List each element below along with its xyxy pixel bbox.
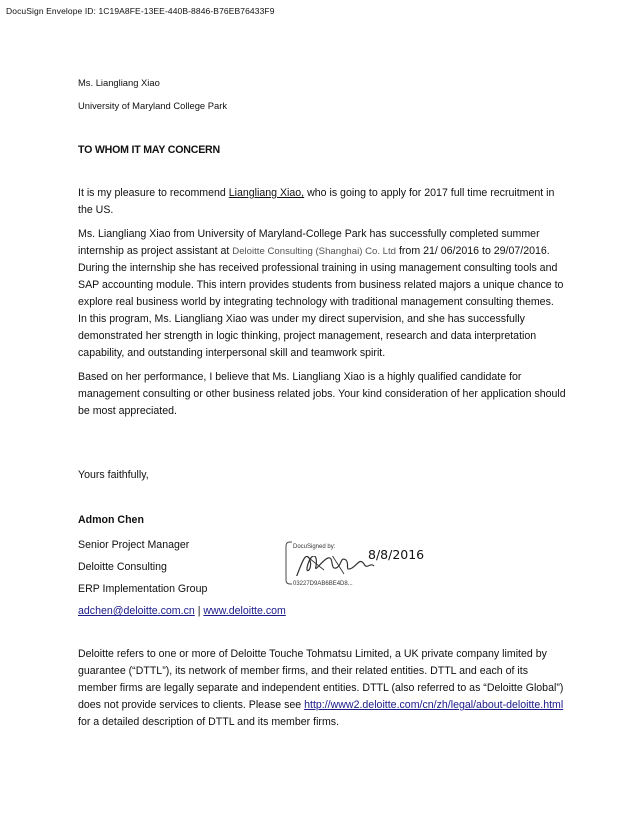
signer-name: Admon Chen [78, 514, 144, 526]
envelope-id: DocuSign Envelope ID: 1C19A8FE-13EE-440B-8846-B76EB76433F9 [6, 6, 275, 16]
website-link[interactable]: www.deloitte.com [203, 605, 286, 617]
paragraph-3: In this program, Ms. Liangliang Xiao was under my direct supervision, and she has successfully demonstrated her strength in logic thinking, project management, research and data interpretation capability, and outstanding interpersonal skill and teamwork spirit. [78, 313, 537, 359]
signer-group: ERP Implementation Group [78, 583, 208, 595]
paragraph-2 [78, 226, 568, 311]
recipient-name: Ms. Liangliang Xiao [78, 77, 160, 88]
disclaimer [78, 646, 568, 731]
docusign-code: 03227D9AB6BE4D8... [292, 576, 354, 593]
paragraph-1 [78, 185, 568, 219]
paragraph-4: Based on her performance, I believe that Ms. Liangliang Xiao is a highly qualified candidate for management consulting or other business related jobs. Your kind consideration of her application should be most appreciated. [78, 371, 566, 417]
email-link[interactable]: adchen@deloitte.com.cn [78, 605, 195, 617]
signer-company: Deloitte Consulting [78, 561, 167, 573]
docusign-label: DocuSigned by: [292, 539, 336, 556]
recipient-institution: University of Maryland College Park [78, 100, 228, 111]
paragraph-2-before: Ms. Liangliang Xiao from University of Maryland-College Park has successfully completed summer internship as project assistant at [78, 228, 540, 257]
signer-contact [78, 603, 568, 620]
candidate-name: Liangliang Xiao, [228, 187, 305, 199]
signature-date: 8/8/2016 [368, 547, 425, 562]
contact-separator: | [194, 605, 204, 617]
disclaimer-text: Deloitte refers to one or more of Deloitte Touche Tohmatsu Limited, a UK private company limited by guarantee (“DTTL”), its network of member firms, and their related entities. DTTL and each of its member firms are legally separate and independent entities. DTTL (also referred to as “Deloitte Global”) does not provide services to clients. Please see [78, 648, 564, 711]
signer-title: Senior Project Manager [78, 539, 190, 551]
paragraph-2-after: from 21/ 06/2016 to 29/07/2016. During the internship she has received professional training in using management consulting tools and SAP accounting module. This intern provides students from business related majors a unique chance to explore real business world by integrating technology with traditional management consulting themes. [78, 245, 564, 308]
legal-link[interactable]: http://www2.deloitte.com/cn/zh/legal/about-deloitte.html [304, 699, 564, 711]
company-name: Deloitte Consulting (Shanghai) Co. Ltd [232, 246, 397, 257]
paragraph-1-after: who is going to apply for 2017 full time recruitment in the US. [78, 187, 555, 216]
closing: Yours faithfully, [78, 469, 149, 481]
salutation: TO WHOM IT MAY CONCERN [78, 144, 220, 156]
paragraph-1-before: It is my pleasure to recommend [78, 187, 229, 199]
disclaimer-after: for a detailed description of DTTL and its member firms. [78, 716, 340, 728]
